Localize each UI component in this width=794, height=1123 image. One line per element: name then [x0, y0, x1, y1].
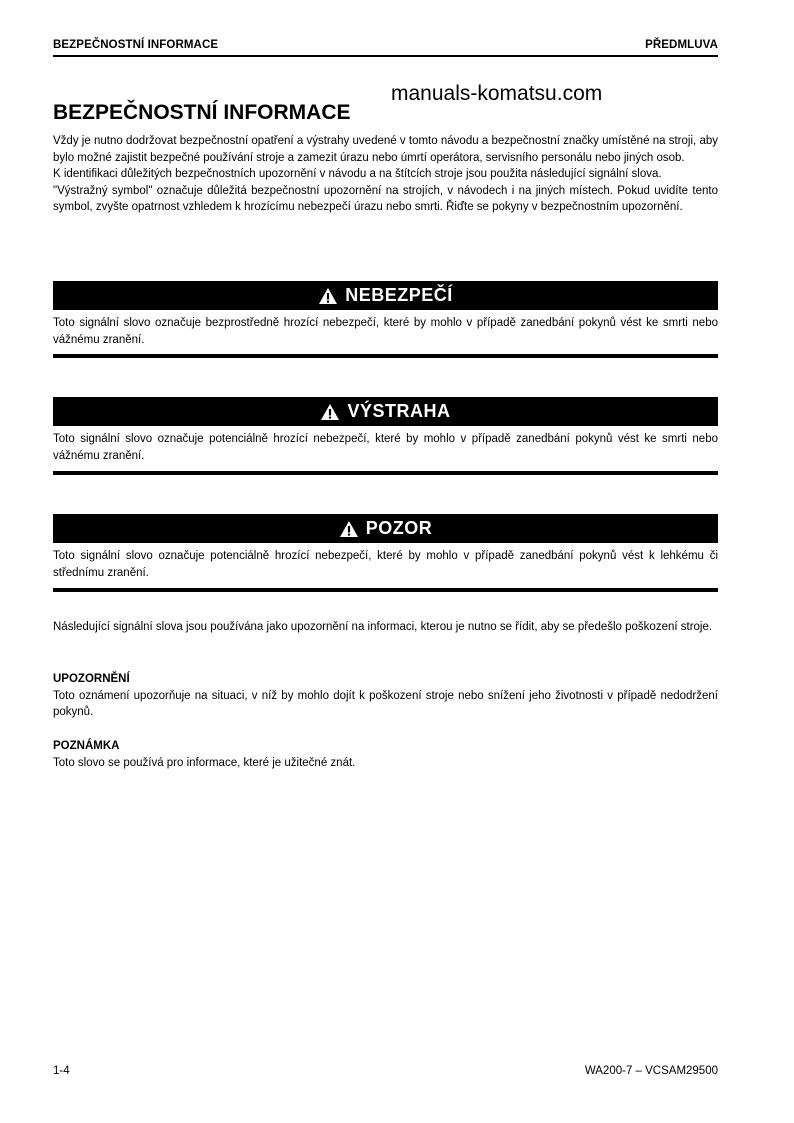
remark-text: Toto slovo se používá pro informace, které je užitečné znát.	[53, 756, 356, 769]
header-divider	[53, 55, 718, 57]
signal-caution-text: Toto signální slovo označuje potenciálně hrozící nebezpečí, které by mohlo v případě zanedbání pokynů vést k lehkému či střednímu zranění.	[53, 550, 718, 579]
warning-triangle-icon	[318, 287, 338, 305]
signal-danger-label: NEBEZPEČÍ	[345, 285, 453, 305]
remark-label: POZNÁMKA	[53, 740, 120, 752]
signal-warning	[53, 397, 718, 464]
manual-page	[53, 0, 718, 1123]
warning-triangle-icon	[320, 403, 340, 421]
page-header	[53, 39, 718, 55]
signal-danger-banner	[53, 281, 718, 310]
signal-warning-label: VÝSTRAHA	[347, 401, 451, 421]
watermark-text: manuals-komatsu.com	[391, 82, 603, 105]
document-code: WA200-7 – VCSAM29500	[584, 1065, 718, 1077]
intro-section	[53, 133, 718, 216]
signal-warning-banner	[53, 397, 718, 426]
signal-danger-text: Toto signální slovo označuje bezprostředně hrozící nebezpečí, které by mohlo v případě zanedbání pokynů vést ke smrti nebo vážnému zranění.	[53, 317, 718, 346]
intro-paragraph-1: Vždy je nutno dodržovat bezpečnostní opatření a výstrahy uvedené v tomto návodu a bezpečnostní značky umístěné na stroji, aby bylo možné zajistit bezpečné používání stroje a zamezit úrazu nebo úmrtí operátora, servisního personálu nebo jiných osob.	[53, 135, 718, 164]
warning-triangle-icon	[339, 520, 359, 538]
notice-block	[53, 671, 718, 721]
header-chapter-title: PŘEDMLUVA	[645, 39, 718, 51]
page-title: BEZPEČNOSTNÍ INFORMACE	[53, 101, 351, 124]
signal-warning-divider	[53, 471, 718, 475]
intro-paragraph-2: K identifikaci důležitých bezpečnostních upozornění v návodu a na štítcích stroje jsou použita následující signální slova.	[53, 168, 662, 180]
page-number: 1-4	[53, 1065, 70, 1077]
signal-warning-text: Toto signální slovo označuje potenciálně hrozící nebezpečí, které by mohlo v případě zanedbání pokynů vést ke smrti nebo vážnému zranění.	[53, 433, 718, 462]
signal-caution-label: POZOR	[365, 518, 433, 538]
notice-label: UPOZORNĚNÍ	[53, 673, 130, 685]
intro-paragraph-3: "Výstražný symbol" označuje důležitá bezpečnostní upozornění na strojích, v návodech i na jiných místech. Pokud uvidíte tento symbol, zvyšte opatrnost vzhledem k hrozícímu nebezpečí úrazu nebo smrti. Řiďte se pokyny v bezpečnostním upozornění.	[53, 184, 718, 213]
signal-danger-divider	[53, 354, 718, 358]
signal-caution	[53, 514, 718, 581]
notice-intro-paragraph: Následující signální slova jsou používána jako upozornění na informaci, kterou je nutno se řídit, aby se předešlo poškození stroje.	[53, 621, 713, 633]
signal-danger	[53, 281, 718, 348]
header-section-title: BEZPEČNOSTNÍ INFORMACE	[53, 39, 219, 51]
remark-block	[53, 738, 718, 771]
signal-caution-banner	[53, 514, 718, 543]
notice-text: Toto oznámení upozorňuje na situaci, v níž by mohlo dojít k poškození stroje nebo snížení jeho životnosti v případě nedodržení pokynů.	[53, 689, 718, 718]
signal-caution-divider	[53, 588, 718, 592]
